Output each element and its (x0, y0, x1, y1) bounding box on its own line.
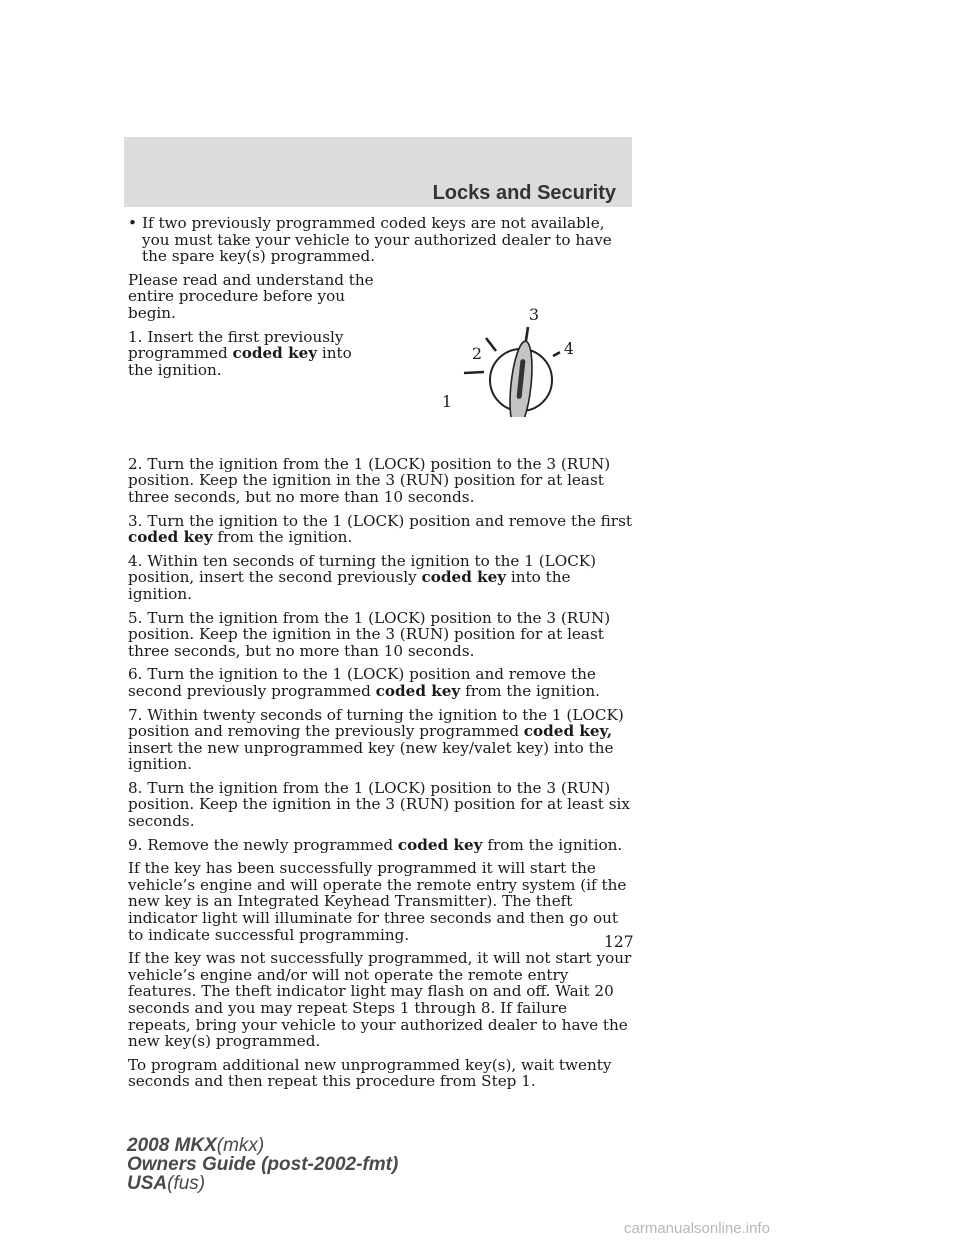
coded-key-term: coded key (375, 681, 461, 700)
bullet-note (128, 215, 633, 265)
coded-key-term: coded key (232, 344, 318, 363)
page-number: 127 (604, 933, 634, 951)
position-label-4: 4 (563, 338, 575, 358)
footer-identifier (127, 1136, 398, 1193)
position-label-3: 3 (528, 304, 540, 324)
intro-block (128, 272, 633, 456)
step-7: 7. Within twenty seconds of turning the ignition to the 1 (LOCK) position and removing the previously programmed coded key, insert the new unprogrammed key (new key/valet key) into the ignition. (128, 705, 624, 774)
coded-key-term: coded key (421, 568, 507, 587)
tick-2 (486, 338, 496, 351)
intro-paragraph: Please read and understand the entire procedure before you begin. (128, 270, 374, 322)
footer-line-2: Owners Guide (post-2002-fmt) (127, 1154, 399, 1175)
step-5: 5. Turn the ignition from the 1 (LOCK) position to the 3 (RUN) position. Keep the ignition in the 3 (RUN) position for at least three seconds, but no more than 10 seconds. (128, 608, 611, 660)
additional-keys-paragraph: To program additional new unprogrammed key(s), wait twenty seconds and then repeat this procedure from Step 1. (128, 1055, 612, 1091)
position-label-1: 1 (441, 391, 453, 411)
step-6: 6. Turn the ignition to the 1 (LOCK) position and remove the second previously programmed coded key from the ignition. (128, 665, 600, 700)
coded-key-term: coded key (397, 835, 483, 854)
page-content (128, 215, 633, 1097)
step-2: 2. Turn the ignition from the 1 (LOCK) position to the 3 (RUN) position. Keep the ignition in the 3 (RUN) position for at least three seconds, but no more than 10 seconds. (128, 454, 611, 506)
success-paragraph: If the key has been successfully programmed it will start the vehicle’s engine and will operate the remote entry system (if the new key is an Integrated Keyhead Transmitter). The theft indicator light will illuminate for three seconds and then go out to indicate successful programming. (128, 859, 627, 944)
bullet-icon: • (128, 214, 137, 232)
section-title: Locks and Security (432, 182, 616, 204)
coded-key-term: coded key, (523, 722, 613, 741)
step-9: 9. Remove the newly programmed coded key from the ignition. (128, 835, 623, 854)
step-1: 1. Insert the first previously programmed coded key into the ignition. (128, 327, 352, 379)
footer-line-1: 2008 MKX(mkx) (127, 1135, 265, 1156)
step-4: 4. Within ten seconds of turning the ignition to the 1 (LOCK) position, insert the second previously coded key into the ignition. (128, 551, 597, 603)
step-8: 8. Turn the ignition from the 1 (LOCK) position to the 3 (RUN) position. Keep the ignition in the 3 (RUN) position for at least six seconds. (128, 778, 630, 831)
ignition-diagram (428, 267, 578, 417)
tick-1 (464, 372, 484, 373)
failure-paragraph: If the key was not successfully programmed, it will not start your vehicle’s engine and/or will not operate the remote entry features. The theft indicator light may flash on and off. Wait 20 seconds and you may repeat Steps 1 through 8. If failure repeats, bring your vehicle to your authorized dealer to have the new key(s) programmed. (128, 949, 632, 1051)
step-3: 3. Turn the ignition to the 1 (LOCK) position and remove the first coded key from the ignition. (128, 511, 632, 547)
intro-text (128, 272, 378, 379)
footer-line-3: USA(fus) (127, 1173, 206, 1194)
bullet-text: If two previously programmed coded keys are not available, you must take your vehicle to your authorized dealer to have the spare key(s) programmed. (142, 214, 612, 266)
watermark: carmanualsonline.info (624, 1220, 770, 1237)
coded-key-term: coded key (128, 528, 213, 547)
position-label-2: 2 (471, 343, 483, 363)
header-band (124, 137, 632, 207)
